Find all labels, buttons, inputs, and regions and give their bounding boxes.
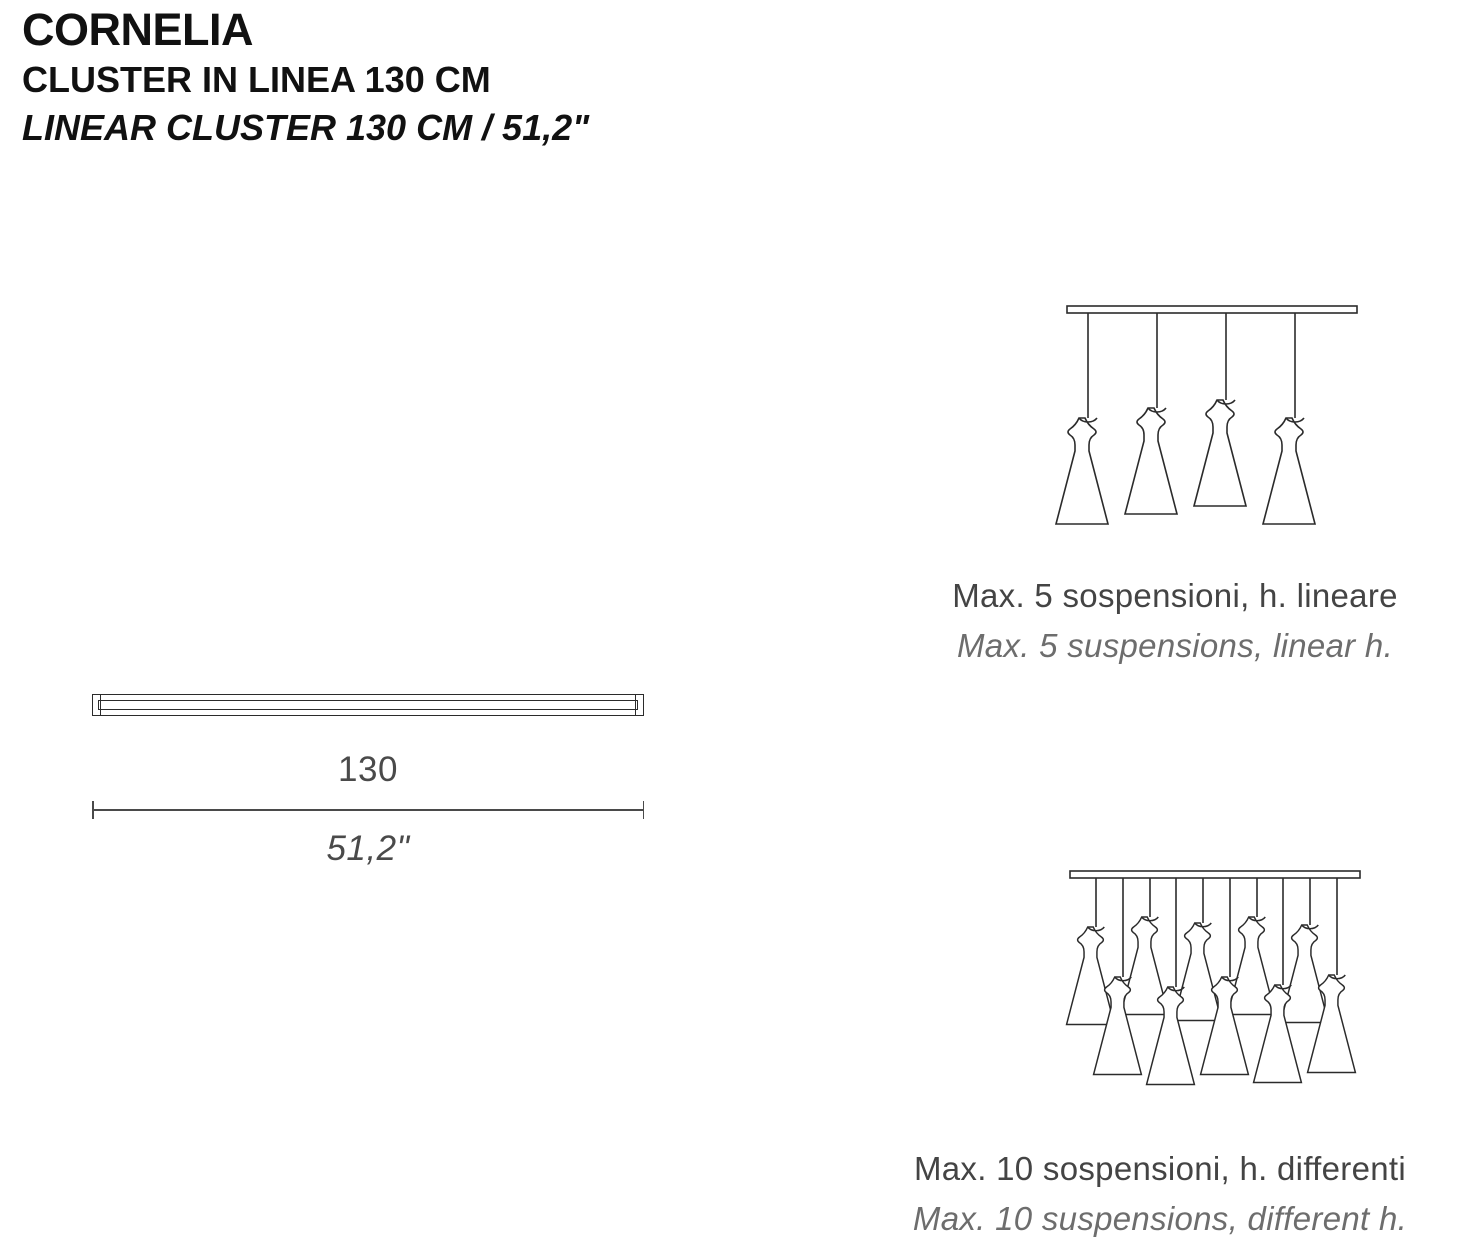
staggered-cluster-illustration [900, 865, 1420, 1105]
canopy-end-cap-right [635, 694, 644, 716]
ceiling-bar [1070, 871, 1360, 878]
canopy-end-cap-left [92, 694, 101, 716]
linear-caption-italian: Max. 5 sospensioni, h. lineare [952, 577, 1398, 614]
dimension-tick-right [643, 801, 645, 819]
diagram-linear-suspensions [890, 300, 1460, 665]
different-caption-italian: Max. 10 sospensioni, h. differenti [913, 1150, 1407, 1187]
dimension-line [92, 801, 644, 819]
subtitle-english: LINEAR CLUSTER 130 CM / 51,2" [22, 106, 590, 148]
dimension-group [92, 752, 644, 866]
dimension-rule [92, 809, 644, 811]
linear-caption-english: Max. 5 suspensions, linear h. [956, 626, 1394, 664]
subtitle-italian: CLUSTER IN LINEA 130 CM [22, 59, 491, 101]
product-name: CORNELIA [22, 4, 253, 55]
canopy-inner-outline [98, 700, 638, 710]
dimension-value-cm: 130 [338, 750, 398, 789]
different-caption-english: Max. 10 suspensions, different h. [912, 1199, 1408, 1237]
diagram-different-heights [860, 865, 1460, 1238]
linear-cluster-illustration [935, 300, 1415, 530]
ceiling-bar [1067, 306, 1357, 313]
dimension-value-inch: 51,2" [326, 829, 410, 868]
canopy-outer-outline [92, 694, 644, 716]
title-block [22, 6, 922, 148]
canopy-bar-drawing [92, 694, 644, 718]
